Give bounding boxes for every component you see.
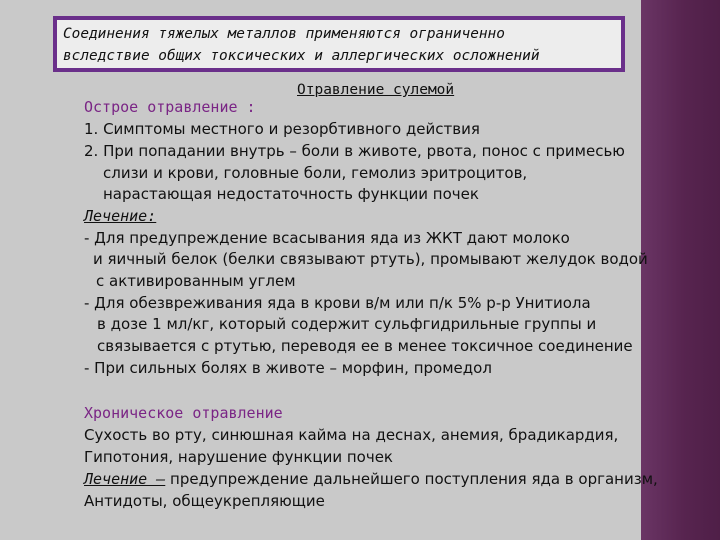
treatment-item-2-cont-1: в дозе 1 мл/кг, который содержит сульфгидрильные группы и	[97, 315, 597, 333]
acute-item-2: 2. При попадании внутрь – боли в животе, рвота, понос с примесью	[84, 142, 625, 160]
acute-item-1: 1. Симптомы местного и резорбтивного действия	[84, 120, 480, 138]
section-subtitle: Отравление сулемой	[297, 82, 455, 98]
chronic-line-1: Сухость во рту, синюшная кайма на деснах, анемия, брадикардия,	[84, 426, 619, 444]
treatment-item-1: - Для предупреждение всасывания яда из ЖКТ дают молоко	[84, 229, 570, 247]
acute-heading: Острое отравление :	[84, 98, 256, 116]
treatment-item-2: - Для обезвреживания яда в крови в/м или п/к 5% р-р Унитиола	[84, 294, 591, 312]
treatment-item-3: - При сильных болях в животе – морфин, промедол	[84, 359, 492, 377]
chronic-treatment-text: предупреждение дальнейшего поступления яда в организм,	[165, 470, 658, 488]
chronic-treatment-label: Лечение –	[84, 470, 166, 488]
chronic-line-4: Антидоты, общеукрепляющие	[84, 492, 325, 510]
title-line-1: Соединения тяжелых металлов применяются ограниченно	[63, 26, 505, 42]
title-box	[53, 16, 625, 72]
treatment-item-2-cont-2: связывается с ртутью, переводя ее в менее токсичное соединение	[97, 337, 633, 355]
chronic-line-2: Гипотония, нарушение функции почек	[84, 448, 393, 466]
acute-item-2-cont-2: нарастающая недостаточность функции почек	[103, 185, 479, 203]
treatment-item-1-cont-1: и яичный белок (белки связывают ртуть), промывают желудок водой	[93, 250, 648, 268]
acute-item-2-cont-1: слизи и крови, головные боли, гемолиз эритроцитов,	[103, 164, 528, 182]
treatment-item-1-cont-2: с активированным углем	[96, 272, 296, 290]
title-line-2: вследствие общих токсических и аллергических осложнений	[63, 48, 540, 64]
chronic-treatment-line	[84, 469, 658, 491]
decorative-side-band	[641, 0, 720, 540]
acute-treatment-label: Лечение:	[84, 207, 157, 225]
chronic-heading: Хроническое отравление	[84, 404, 283, 422]
